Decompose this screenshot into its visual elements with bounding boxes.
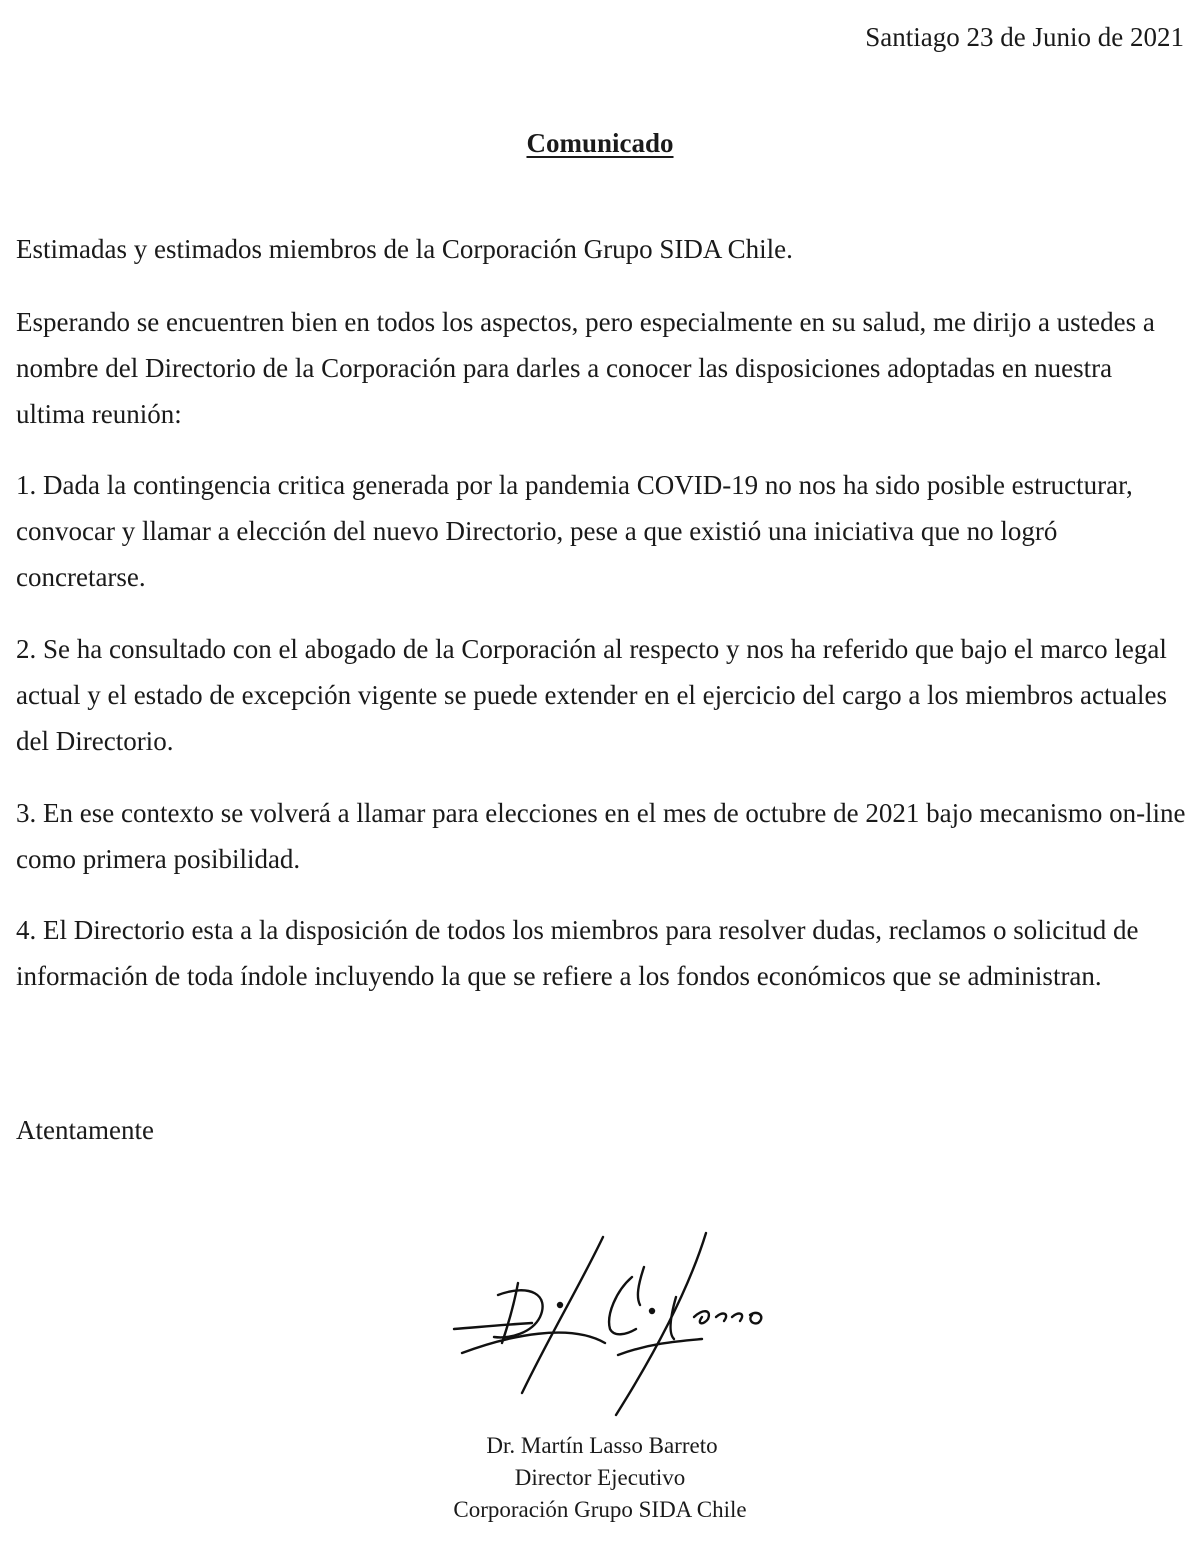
letter-date: Santiago 23 de Junio de 2021 — [865, 22, 1184, 52]
letter-greeting: Estimadas y estimados miembros de la Corporación Grupo SIDA Chile. — [16, 234, 793, 264]
signer-block — [0, 1430, 1200, 1526]
letter-point-3: 3. En ese contexto se volverá a llamar para elecciones en el mes de octubre de 2021 bajo mecanismo on-line como primera posibilidad. — [16, 798, 1186, 874]
signer-role: Director Ejecutivo — [514, 1465, 686, 1490]
letter-title-text: Comunicado — [526, 128, 674, 158]
letter-title — [0, 125, 1200, 161]
letter-closing: Atentamente — [16, 1115, 154, 1145]
signer-name: Dr. Martín Lasso Barreto — [486, 1433, 718, 1458]
letter-point-4: 4. El Directorio esta a la disposición de todos los miembros para resolver dudas, reclamos o solicitud de información de toda índole incluyendo la que se refiere a los fondos económicos que se administran. — [16, 915, 1139, 991]
letter-point-2: 2. Se ha consultado con el abogado de la Corporación al respecto y nos ha referido que bajo el marco legal actual y el estado de excepción vigente se puede extender en el ejercicio del cargo a los miembros actuales del Directorio. — [16, 634, 1167, 756]
signer-organization: Corporación Grupo SIDA Chile — [453, 1497, 747, 1522]
letter-intro-paragraph: Esperando se encuentren bien en todos los aspectos, pero especialmente en su salud, me dirijo a ustedes a nombre del Directorio de la Corporación para darles a conocer las disposiciones adoptadas en nuestra ultima reunión: — [16, 307, 1155, 429]
letter-point-1: 1. Dada la contingencia critica generada por la pandemia COVID-19 no nos ha sido posible estructurar, convocar y llamar a elección del nuevo Directorio, pese a que existió una iniciativa que no logró concretarse. — [16, 470, 1133, 592]
handwritten-signature — [440, 1225, 770, 1425]
